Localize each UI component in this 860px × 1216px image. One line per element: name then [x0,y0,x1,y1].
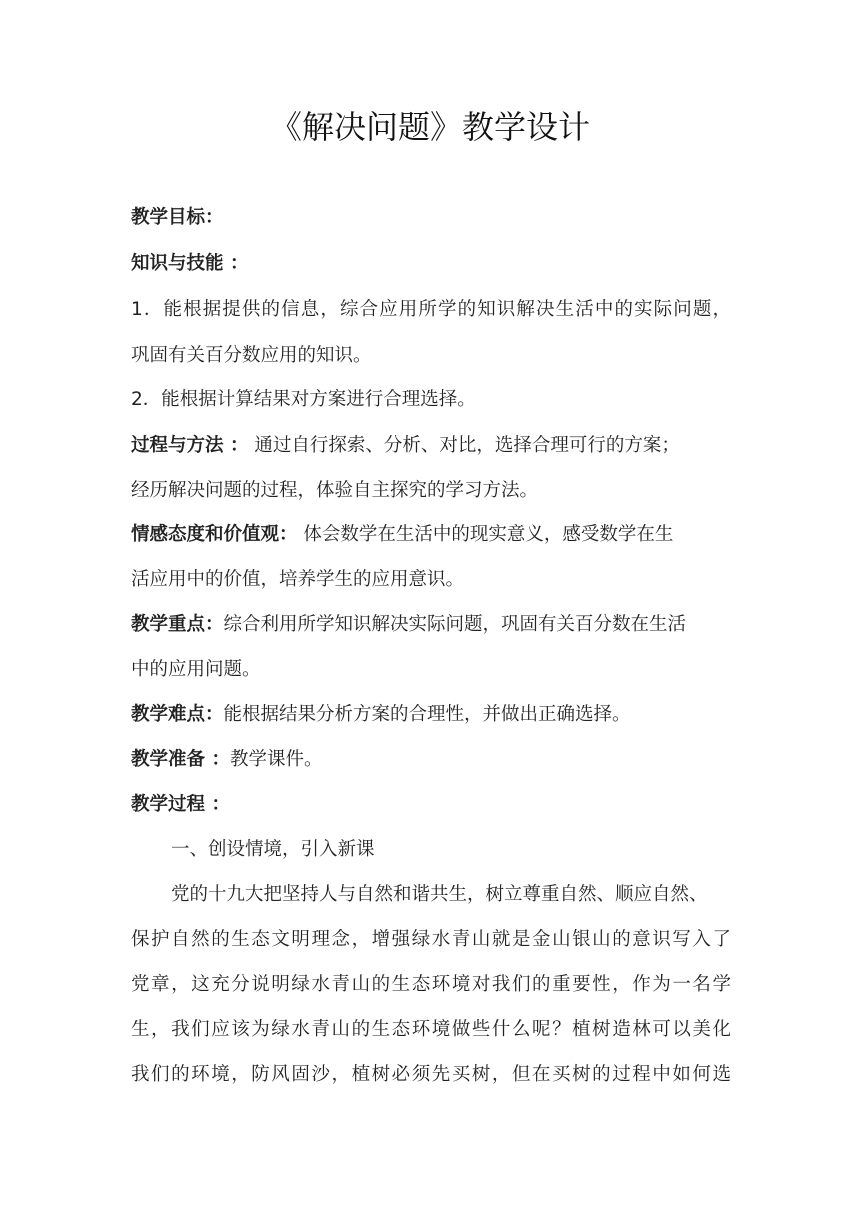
process-method-text: 通过自行探索、分析、对比，选择合理可行的方案； [254,435,680,456]
difficulty-text: 能根据结果分析方案的合理性，并做出正确选择。 [223,704,631,725]
knowledge-item-1-line-1: 1．能根据提供的信息，综合应用所学的知识解决生活中的实际问题， [131,299,731,320]
key-point-text: 综合利用所学知识解决实际问题，巩固有关百分数在生活 [223,614,687,635]
process-method-line-1 [131,432,731,460]
process-method-label: 过程与方法 ： [131,435,249,456]
emotion-line-2: 活应用中的价值，培养学生的应用意识。 [131,569,465,590]
key-point-label: 教学重点： [131,614,224,635]
preparation-text: 教学课件。 [229,749,323,770]
paragraph-line-2: 保护自然的生态文明理念，增强绿水青山就是金山银山的意识写入了 [131,929,731,950]
document-title: 《解决问题》教学设计 [269,108,590,146]
emotion-line-1 [131,521,731,549]
difficulty-label: 教学难点： [131,704,224,725]
emotion-text: 体会数学在生活中的现实意义，感受数学在生 [297,524,674,545]
key-point-line-1 [131,611,731,639]
preparation-label: 教学准备 ： [131,749,230,770]
process-method-line-2: 经历解决问题的过程，体验自主探究的学习方法。 [131,480,539,501]
process-heading: 教学过程 ： [131,794,230,815]
objectives-heading: 教学目标： [131,207,224,228]
paragraph-line-5: 我们的环境，防风固沙，植树必须先买树，但在买树的过程中如何选 [131,1064,731,1085]
key-point-line-2: 中的应用问题。 [131,659,261,680]
knowledge-skills-heading: 知识与技能 ： [131,253,249,274]
emotion-label: 情感态度和价值观： [131,524,298,545]
difficulty-line [131,701,731,729]
paragraph-line-1: 党的十九大把坚持人与自然和谐共生，树立尊重自然、顺应自然、 [171,884,708,905]
preparation-line [131,746,731,774]
paragraph-line-3: 党章，这充分说明绿水青山的生态环境对我们的重要性，作为一名学 [131,974,731,995]
section-1-title: 一、创设情境，引入新课 [171,839,375,860]
knowledge-item-2: 2．能根据计算结果对方案进行合理选择。 [131,389,476,410]
knowledge-item-1-line-2: 巩固有关百分数应用的知识。 [131,345,372,366]
paragraph-line-4: 生，我们应该为绿水青山的生态环境做些什么呢？植树造林可以美化 [131,1019,731,1040]
